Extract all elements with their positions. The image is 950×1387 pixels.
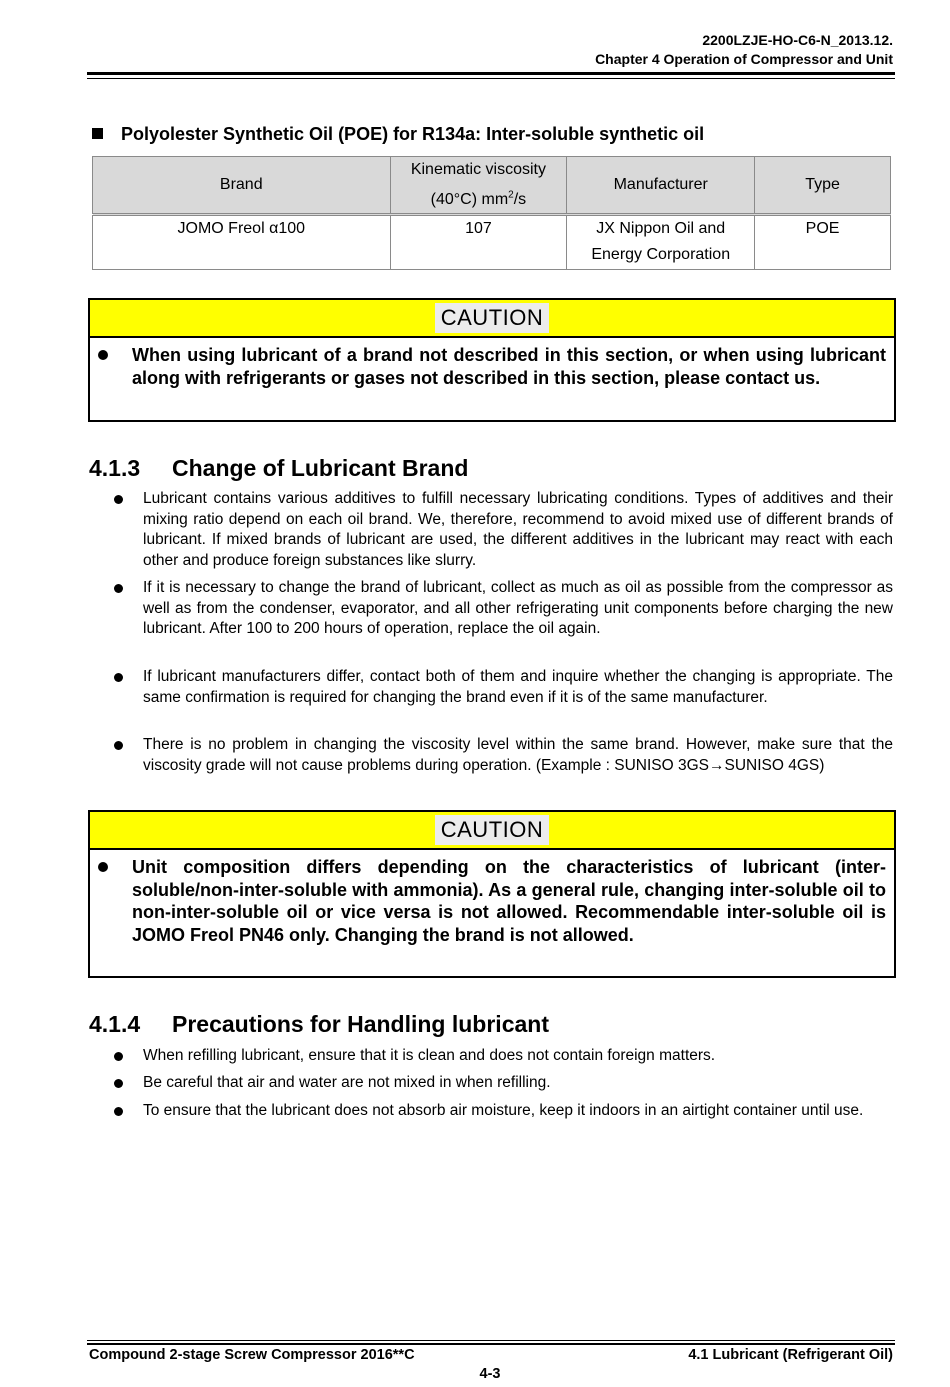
caution-header [90, 812, 894, 850]
caution-box-2 [88, 810, 896, 978]
section-heading-4-1-4: 4.1.4 Precautions for Handling lubricant [89, 1011, 549, 1037]
footer-section-name: 4.1 Lubricant (Refrigerant Oil) [688, 1347, 893, 1363]
list-item: Be careful that air and water are not mixed in when refilling. [143, 1073, 893, 1094]
cell-type: POE [755, 215, 891, 270]
column-header-manufacturer: Manufacturer [567, 157, 755, 215]
column-header-brand: Brand [93, 157, 391, 215]
bullet-icon [114, 1079, 123, 1088]
bullet-icon [114, 584, 123, 593]
bullet-icon [114, 1107, 123, 1116]
cell-brand: JOMO Freol α100 [93, 215, 391, 270]
bullet-icon [114, 1052, 123, 1061]
column-header-viscosity [390, 157, 567, 215]
oil-table-header-row [93, 157, 891, 215]
bullet-icon [98, 350, 108, 360]
caution-header [90, 300, 894, 338]
caution-box-1 [88, 298, 896, 422]
caution-label: CAUTION [435, 815, 550, 845]
footer-rule-thin [87, 1340, 895, 1341]
list-item: To ensure that the lubricant does not absorb air moisture, keep it indoors in an airtight container until use. [143, 1101, 893, 1122]
bullet-icon [114, 673, 123, 682]
footer-product-name: Compound 2-stage Screw Compressor 2016**C [89, 1347, 415, 1363]
header-rule [87, 72, 895, 75]
footer-rule [87, 1343, 895, 1345]
list-item: If it is necessary to change the brand of lubricant, collect as much as oil as possible from the compressor as well as from the condenser, evaporator, and all other refrigerating unit components before charging the new lubricant. After 100 to 200 hours of operation, replace the oil again. [143, 578, 893, 640]
bullet-icon [114, 741, 123, 750]
bullet-icon [98, 862, 108, 872]
oil-section-heading [92, 123, 704, 145]
viscosity-header-line1: Kinematic viscosity [410, 161, 546, 178]
chapter-title: Chapter 4 Operation of Compressor and Unit [595, 51, 893, 67]
square-bullet-icon [92, 128, 103, 139]
page-number: 4-3 [479, 1366, 501, 1382]
cell-manufacturer: JX Nippon Oil and Energy Corporation [567, 215, 755, 270]
document-id: 2200LZJE-HO-C6-N_2013.12. [702, 32, 893, 48]
list-item: If lubricant manufacturers differ, contact both of them and inquire whether the changing is appropriate. The same confirmation is required for changing the brand even if it is of the same manufacturer. [143, 667, 893, 708]
list-item: When refilling lubricant, ensure that it is clean and does not contain foreign matters. [143, 1046, 893, 1067]
section-heading-4-1-3: 4.1.3 Change of Lubricant Brand [89, 455, 469, 481]
table-row [93, 215, 891, 270]
oil-section-heading-text: Polyolester Synthetic Oil (POE) for R134a: Inter-soluble synthetic oil [121, 124, 705, 144]
column-header-type: Type [755, 157, 891, 215]
list-item: There is no problem in changing the viscosity level within the same brand. However, make sure that the viscosity grade will not cause problems during operation. (Example : SUNISO 3GS→SUNISO 4GS) [143, 735, 893, 776]
caution-text: When using lubricant of a brand not described in this section, or when using lubricant along with refrigerants or gases not described in this section, please contact us. [90, 338, 894, 393]
cell-viscosity: 107 [390, 215, 567, 270]
header-rule-thin [87, 78, 895, 79]
list-item: Lubricant contains various additives to fulfill necessary lubricating conditions. Types of additives and their mixing ratio depend on each oil brand. We, therefore, recommend to avoid mixed use of different brands of lubricant. If mixed brands of lubricant are used, the different additives in the lubricant may react with each other and produce foreign substances like slurry. [143, 489, 893, 571]
caution-text: Unit composition differs depending on the characteristics of lubricant (inter-soluble/non-inter-soluble with ammonia). As a general rule, changing inter-soluble oil to non-inter-soluble oil or vice versa is not allowed. Recommendable inter-soluble oil is JOMO Freol PN46 only. Changing the brand is not allowed. [90, 850, 894, 950]
caution-label: CAUTION [435, 303, 550, 333]
viscosity-header-line2: (40°C) $mm^2/s$ [430, 190, 527, 209]
bullet-icon [114, 495, 123, 504]
oil-table [92, 156, 891, 270]
